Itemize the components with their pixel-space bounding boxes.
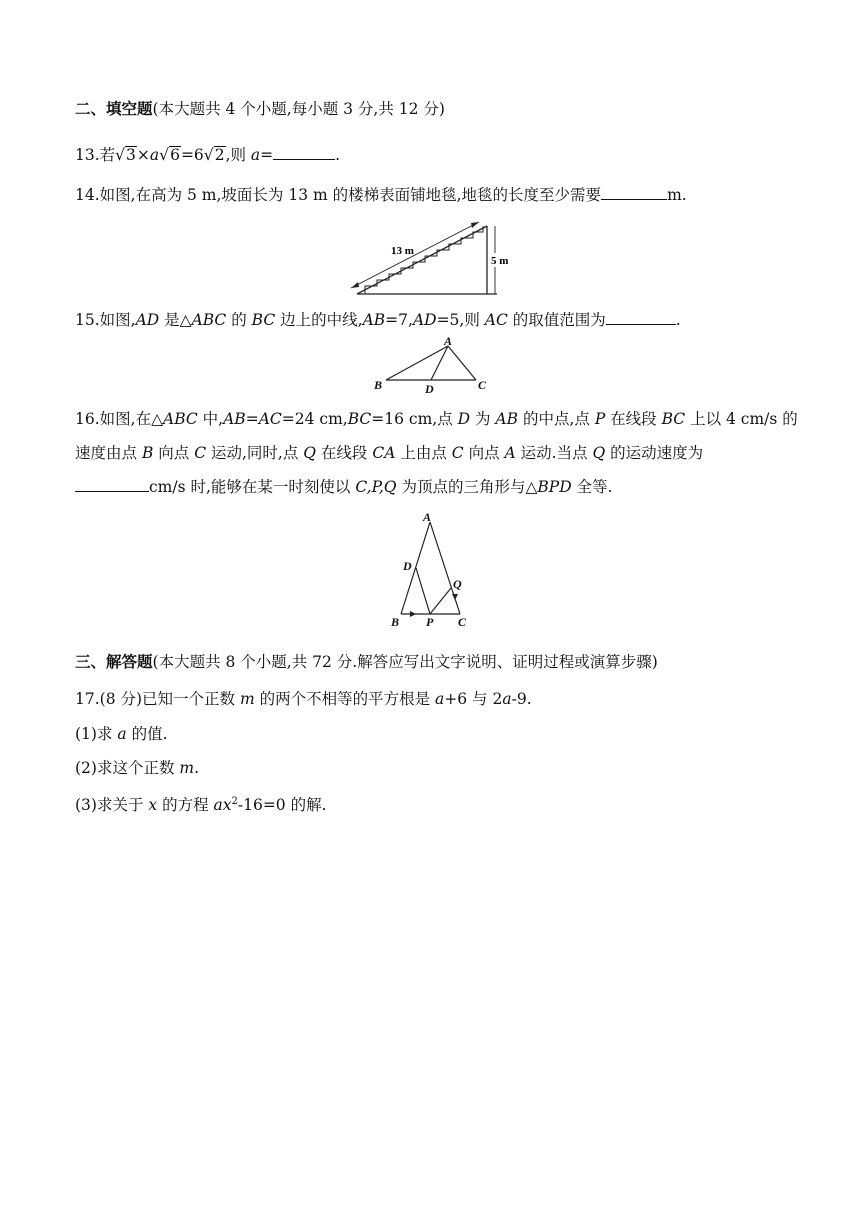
text: 上以 4 cm/s 的 [685,410,798,428]
text: 运动.当点 [515,444,593,462]
text: 的取值范围为 [507,311,606,329]
text: 边上的中线, [275,311,363,329]
text: BC [347,410,372,428]
var-AC: AC [484,311,508,329]
triangle-symbol: △ [151,410,163,428]
text: BC [661,410,686,428]
var-AD: AD [412,311,437,329]
radicand-3: 3 [126,146,136,164]
text: a [502,690,512,708]
text: CA [372,444,396,462]
answer-blank[interactable] [601,184,667,200]
var-AD: AD [135,311,160,329]
section-3-desc: (本大题共 8 个小题,共 72 分.解答应写出文字说明、证明过程或演算步骤) [152,653,658,671]
text: =24 cm, [281,410,348,428]
section-2-title: 二、填空题 [75,100,153,118]
text: 在线段 [316,444,373,462]
q13-then: ,则 [225,146,251,164]
q17-sub-2 [75,757,199,779]
label-A: A [444,336,453,348]
section-3-header [75,651,658,673]
text: A [504,444,516,462]
triangle-symbol: △ [179,311,192,329]
q13-lead: 13.若 [75,146,116,164]
text: ABC [163,410,198,428]
text: cm/s 时,能够在某一时刻使以 [149,478,356,496]
var-a: a [149,146,160,164]
q13-eq: =6 [180,146,204,164]
text: 为 [470,410,496,428]
radicand-2: 2 [214,146,225,164]
section-3-title: 三、解答题 [75,653,153,671]
text: 2 [231,796,238,807]
text: (3)求关于 [75,796,149,815]
text: B [141,444,154,462]
text: AB [223,410,246,428]
var-BC: BC [251,311,276,329]
text: m [239,690,255,708]
text: C [194,444,207,462]
text: = [245,410,259,428]
isosceles-triangle-figure [388,510,478,628]
text: -9. [511,690,532,708]
text: a [435,690,445,708]
question-16-line-1 [75,408,798,430]
text: 运动,同时,点 [206,444,304,462]
question-13 [75,144,340,166]
text: =16 cm,点 [371,410,458,428]
text: P [594,410,606,428]
text: m [179,759,195,777]
text: D [457,410,471,428]
section-2-header [75,98,445,120]
label-Q: Q [453,577,462,591]
text: +6 与 2 [444,690,503,708]
sqrt-sign: √ [115,146,126,164]
answer-blank[interactable] [273,144,335,160]
text: C,P,Q [355,478,397,496]
text: 17.(8 分)已知一个正数 [75,690,240,708]
height-label: 5 m [491,255,509,267]
label-B: B [391,615,400,628]
staircase-figure [345,218,515,300]
answer-blank[interactable] [606,309,676,325]
question-14 [75,184,687,206]
var-a: a [250,146,261,164]
text: (1)求 [75,725,118,743]
text: 为顶点的三角形与 [396,478,526,496]
q17-sub-3 [75,791,327,816]
text: =5,则 [436,311,485,329]
text: 中, [197,410,224,428]
text: 的运动速度为 [605,444,704,462]
text: x [148,796,158,815]
text: 15.如图, [75,311,136,329]
triangle-symbol: △ [525,478,538,496]
text: Q [303,444,316,462]
q17-sub-1 [75,723,168,745]
text: Q [592,444,606,462]
text: 是 [159,311,180,329]
var-AB: AB [362,311,386,329]
text: . [675,311,681,329]
text: 向点 [153,444,195,462]
text: 的方程 [157,796,214,815]
text: 16.如图,在 [75,410,152,428]
label-D: D [403,559,412,573]
text: -16=0 的解. [237,796,327,815]
label-P: P [426,615,434,628]
text: 的 [226,311,252,329]
text: =7, [385,311,413,329]
label-C: C [458,615,467,628]
text: . [194,759,200,777]
text: 向点 [463,444,505,462]
q13-eq2: = [260,146,274,164]
sqrt-sign: √ [203,146,214,164]
q14-text: 14.如图,在高为 5 m,坡面长为 13 m 的楼梯表面铺地毯,地毯的长度至少需要 [75,186,602,204]
text: AB [495,410,519,428]
radicand-6: 6 [170,146,180,164]
text: 上由点 [395,444,452,462]
question-17 [75,688,532,710]
q14-unit: m. [667,186,687,204]
slope-label: 13 m [391,245,414,257]
text: C [451,444,464,462]
label-A: A [423,510,432,524]
sqrt-sign: √ [159,146,170,164]
text: ax [213,796,232,815]
text: AC [258,410,282,428]
text: BPD [537,478,572,496]
text: 全等. [571,478,613,496]
triangle-abc-figure [372,336,492,394]
times-sign: × [136,146,150,164]
answer-blank[interactable] [75,476,149,492]
label-C: C [478,378,487,392]
text: 的值. [126,725,168,743]
text: 在线段 [605,410,662,428]
text: (2)求这个正数 [75,759,180,777]
text: 速度由点 [75,444,142,462]
label-D: D [425,382,434,394]
question-16-line-3 [75,476,612,498]
text: a [117,725,127,743]
text: 的两个不相等的平方根是 [254,690,436,708]
var-ABC: ABC [191,311,227,329]
q13-end: . [335,146,341,164]
label-B: B [374,378,383,392]
question-15 [75,309,681,331]
text: 的中点,点 [518,410,595,428]
section-2-desc: (本大题共 4 个小题,每小题 3 分,共 12 分) [152,100,445,118]
question-16-line-2 [75,442,703,464]
